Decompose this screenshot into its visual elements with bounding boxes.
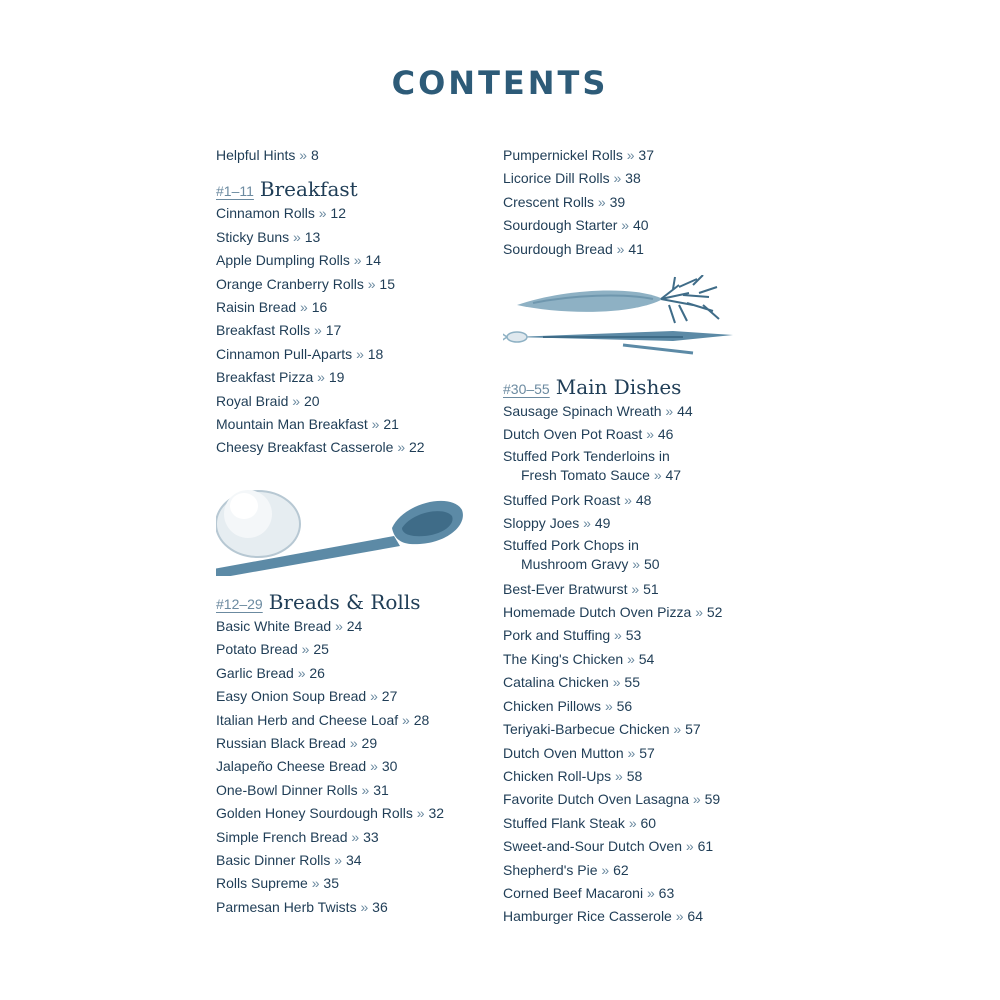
entry-label: Breakfast Rolls xyxy=(216,322,311,339)
entry-page: 57 xyxy=(639,744,655,761)
entry-page: 62 xyxy=(613,861,629,878)
entry-label: Basic Dinner Rolls xyxy=(216,851,331,868)
entry-label: Stuffed Pork Chops in xyxy=(503,536,639,553)
entry-page: 22 xyxy=(409,439,425,456)
entry-label: Raisin Bread xyxy=(216,299,297,316)
entry-page: 52 xyxy=(706,604,723,621)
toc-entry[interactable] xyxy=(216,709,486,732)
separator: » xyxy=(292,392,301,409)
section-title: Breakfast xyxy=(259,177,358,202)
separator: » xyxy=(695,604,703,621)
entry-label: Helpful Hints xyxy=(216,147,296,163)
toc-entry[interactable] xyxy=(216,685,486,708)
toc-entry[interactable] xyxy=(216,849,486,872)
entry-label: Golden Honey Sourdough Rolls xyxy=(216,805,413,822)
section-heading-breakfast xyxy=(216,177,486,201)
toc-entry[interactable] xyxy=(503,882,793,905)
entry-page: 64 xyxy=(687,908,703,925)
entry-page: 31 xyxy=(373,781,389,798)
entry-label: Rolls Supreme xyxy=(216,875,308,892)
entry-label: The King's Chicken xyxy=(503,650,624,667)
entry-label: Catalina Chicken xyxy=(503,674,609,691)
section-range: #30–55 xyxy=(503,381,550,398)
entry-label: Stuffed Flank Steak xyxy=(503,814,625,831)
entry-label: Orange Cranberry Rolls xyxy=(216,275,364,292)
toc-entry[interactable] xyxy=(216,662,486,685)
entry-label: Sticky Buns xyxy=(216,228,290,245)
separator: » xyxy=(356,345,364,362)
entry-label: Favorite Dutch Oven Lasagna xyxy=(503,791,689,808)
separator: » xyxy=(353,252,362,269)
toc-entry[interactable] xyxy=(503,191,793,214)
entry-label: Licorice Dill Rolls xyxy=(503,170,610,187)
toc-entry[interactable] xyxy=(216,436,486,459)
entry-page: 50 xyxy=(643,555,660,572)
entry-label: Apple Dumpling Rolls xyxy=(216,252,350,269)
separator: » xyxy=(653,466,662,483)
page-title: CONTENTS xyxy=(391,64,609,102)
toc-entry[interactable] xyxy=(503,765,793,788)
separator: » xyxy=(621,217,630,234)
separator: » xyxy=(370,688,378,705)
separator: » xyxy=(685,838,694,855)
entry-label: Italian Herb and Cheese Loaf xyxy=(216,711,399,728)
toc-entry[interactable] xyxy=(216,366,486,389)
left-column xyxy=(216,144,486,919)
entry-page: 58 xyxy=(626,767,643,784)
entry-page: 27 xyxy=(381,688,398,705)
entry-page: 16 xyxy=(311,299,328,316)
entry-label-continued: Fresh Tomato Sauce xyxy=(521,466,650,483)
separator: » xyxy=(402,711,410,728)
separator: » xyxy=(361,781,370,798)
entry-page: 17 xyxy=(325,322,342,339)
main-dishes-list xyxy=(503,400,793,929)
entry-page: 14 xyxy=(365,252,381,269)
separator: » xyxy=(628,814,637,831)
entry-label: Simple French Bread xyxy=(216,828,348,845)
entry-label: Garlic Bread xyxy=(216,664,294,681)
separator: » xyxy=(583,515,591,532)
separator: » xyxy=(311,875,320,892)
entry-page: 32 xyxy=(428,805,445,822)
separator: » xyxy=(646,426,654,443)
toc-entry[interactable] xyxy=(216,202,486,225)
toc-entry[interactable] xyxy=(216,802,486,825)
entry-label: Mountain Man Breakfast xyxy=(216,416,368,433)
entry-page: 20 xyxy=(303,392,320,409)
separator: » xyxy=(692,791,701,808)
separator: » xyxy=(632,555,641,572)
entry-page: 21 xyxy=(383,416,399,433)
entry-label-continued: Mushroom Gravy xyxy=(521,555,629,572)
section-title: Breads & Rolls xyxy=(268,589,421,614)
entry-page: 48 xyxy=(635,491,652,508)
entry-continuation xyxy=(503,466,793,485)
toc-entry[interactable] xyxy=(503,447,793,485)
toc-entry[interactable] xyxy=(216,413,486,436)
entry-label: Shepherd's Pie xyxy=(503,861,598,878)
toc-entry[interactable] xyxy=(503,718,793,741)
entry-page: 38 xyxy=(625,170,641,187)
separator: » xyxy=(627,744,636,761)
entry-label: Sourdough Bread xyxy=(503,240,613,257)
entry-page: 63 xyxy=(658,884,675,901)
separator: » xyxy=(673,721,682,738)
toc-entry[interactable] xyxy=(216,226,486,249)
section-title: Main Dishes xyxy=(555,375,682,400)
entry-page: 33 xyxy=(363,828,379,845)
entry-page: 37 xyxy=(638,147,654,163)
breakfast-list xyxy=(216,202,486,459)
separator: » xyxy=(614,627,622,644)
section-range: #1–11 xyxy=(216,183,254,200)
entry-page: 57 xyxy=(685,721,701,738)
separator: » xyxy=(416,805,425,822)
section-heading-main-dishes xyxy=(503,375,793,399)
separator: » xyxy=(613,170,622,187)
entry-label: Jalapeño Cheese Bread xyxy=(216,758,367,775)
entry-page: 35 xyxy=(323,875,339,892)
entry-page: 28 xyxy=(413,711,430,728)
entry-label: Stuffed Pork Tenderloins in xyxy=(503,447,670,464)
separator: » xyxy=(371,416,380,433)
toc-entry[interactable] xyxy=(503,167,793,190)
breads-list xyxy=(216,615,486,919)
entry-page: 19 xyxy=(328,369,345,386)
entry-label: Crescent Rolls xyxy=(503,193,595,210)
toc-entry[interactable] xyxy=(503,238,793,261)
entry-label: Dutch Oven Pot Roast xyxy=(503,426,643,443)
entry-page: 29 xyxy=(361,734,378,751)
toc-entry[interactable] xyxy=(503,905,793,928)
toc-entry[interactable] xyxy=(216,296,486,319)
entry-page: 34 xyxy=(345,851,362,868)
separator: » xyxy=(604,697,613,714)
separator: » xyxy=(293,228,301,245)
separator: » xyxy=(665,403,674,420)
carrot-and-scallion-illustration xyxy=(503,275,793,361)
toc-entry[interactable] xyxy=(503,742,793,765)
toc-entry[interactable] xyxy=(216,319,486,342)
toc-entry[interactable] xyxy=(503,144,793,167)
separator: » xyxy=(601,861,610,878)
toc-entry[interactable] xyxy=(503,512,793,535)
entry-label: Sausage Spinach Wreath xyxy=(503,403,662,420)
entry-label: Parmesan Herb Twists xyxy=(216,898,357,915)
separator: » xyxy=(631,580,640,597)
separator: » xyxy=(675,908,684,925)
entry-label: Teriyaki-Barbecue Chicken xyxy=(503,721,670,738)
entry-label: Royal Braid xyxy=(216,392,289,409)
separator: » xyxy=(397,439,406,456)
entry-page: 40 xyxy=(632,217,649,234)
separator: » xyxy=(300,299,308,316)
spoon-and-bowl-illustration xyxy=(216,476,486,576)
toc-entry[interactable] xyxy=(503,812,793,835)
separator: » xyxy=(646,884,655,901)
separator: » xyxy=(299,147,308,163)
entry-label: Dutch Oven Mutton xyxy=(503,744,624,761)
toc-entry[interactable] xyxy=(216,826,486,849)
entry-page: 49 xyxy=(594,515,611,532)
toc-entry[interactable] xyxy=(503,400,793,423)
toc-entry[interactable] xyxy=(216,615,486,638)
toc-entry[interactable] xyxy=(216,732,486,755)
separator: » xyxy=(349,734,358,751)
entry-page: 30 xyxy=(381,758,398,775)
toc-entry[interactable] xyxy=(216,390,486,413)
toc-entry[interactable] xyxy=(503,489,793,512)
toc-entry-helpful-hints[interactable] xyxy=(216,144,486,167)
entry-label: Cinnamon Rolls xyxy=(216,205,315,222)
toc-entry[interactable] xyxy=(503,648,793,671)
entry-page: 47 xyxy=(665,466,682,483)
separator: » xyxy=(317,369,325,386)
entry-page: 46 xyxy=(657,426,674,443)
entry-page: 26 xyxy=(309,664,325,681)
toc-entry[interactable] xyxy=(503,214,793,237)
separator: » xyxy=(318,205,327,222)
toc-entry[interactable] xyxy=(216,249,486,272)
separator: » xyxy=(627,650,635,667)
entry-page: 13 xyxy=(304,228,321,245)
entry-page: 8 xyxy=(310,147,319,163)
section-heading-breads xyxy=(216,590,486,614)
separator: » xyxy=(370,758,378,775)
entry-label: Potato Bread xyxy=(216,641,298,658)
entry-page: 51 xyxy=(643,580,659,597)
section-range: #12–29 xyxy=(216,595,263,612)
entry-label: Hamburger Rice Casserole xyxy=(503,908,672,925)
entry-label: Chicken Roll-Ups xyxy=(503,767,612,784)
entry-page: 61 xyxy=(697,838,714,855)
entry-page: 15 xyxy=(379,275,395,292)
entry-label: Sweet-and-Sour Dutch Oven xyxy=(503,838,682,855)
separator: » xyxy=(616,240,625,257)
separator: » xyxy=(367,275,376,292)
entry-label: Homemade Dutch Oven Pizza xyxy=(503,604,692,621)
entry-label: Russian Black Bread xyxy=(216,734,346,751)
separator: » xyxy=(624,491,632,508)
entry-label: Breakfast Pizza xyxy=(216,369,314,386)
entry-label: Corned Beef Macaroni xyxy=(503,884,644,901)
separator: » xyxy=(612,674,621,691)
entry-page: 53 xyxy=(625,627,642,644)
separator: » xyxy=(334,851,343,868)
entry-page: 36 xyxy=(372,898,388,915)
entry-label: Sloppy Joes xyxy=(503,515,580,532)
entry-page: 55 xyxy=(624,674,640,691)
separator: » xyxy=(314,322,322,339)
right-column xyxy=(503,144,793,929)
entry-label: Chicken Pillows xyxy=(503,697,602,714)
toc-entry[interactable] xyxy=(503,835,793,858)
entry-label: Sourdough Starter xyxy=(503,217,618,234)
toc-entry[interactable] xyxy=(216,273,486,296)
separator: » xyxy=(301,641,310,658)
entry-label: Pumpernickel Rolls xyxy=(503,147,623,163)
entry-page: 56 xyxy=(616,697,633,714)
separator: » xyxy=(615,767,623,784)
entry-page: 60 xyxy=(640,814,657,831)
separator: » xyxy=(297,664,306,681)
separator: » xyxy=(351,828,360,845)
breads-continued-list xyxy=(503,144,793,261)
entry-label: Cinnamon Pull-Aparts xyxy=(216,345,353,362)
entry-continuation xyxy=(503,555,793,574)
toc-entry[interactable] xyxy=(216,638,486,661)
entry-page: 18 xyxy=(367,345,384,362)
separator: » xyxy=(335,617,343,634)
entry-label: Best-Ever Bratwurst xyxy=(503,580,628,597)
toc-entry[interactable] xyxy=(503,695,793,718)
toc-entry[interactable] xyxy=(503,671,793,694)
entry-label: Easy Onion Soup Bread xyxy=(216,688,367,705)
entry-page: 24 xyxy=(346,617,363,634)
entry-label: One-Bowl Dinner Rolls xyxy=(216,781,358,798)
separator: » xyxy=(360,898,369,915)
entry-page: 39 xyxy=(609,193,626,210)
toc-entry[interactable] xyxy=(503,624,793,647)
entry-page: 12 xyxy=(330,205,346,222)
toc-entry[interactable] xyxy=(503,859,793,882)
toc-entry[interactable] xyxy=(503,536,793,574)
toc-entry[interactable] xyxy=(216,872,486,895)
entry-label: Basic White Bread xyxy=(216,617,332,634)
toc-entry[interactable] xyxy=(503,601,793,624)
toc-entry[interactable] xyxy=(503,578,793,601)
entry-page: 25 xyxy=(313,641,329,658)
toc-entry[interactable] xyxy=(216,343,486,366)
toc-entry[interactable] xyxy=(216,896,486,919)
entry-label: Pork and Stuffing xyxy=(503,627,611,644)
entry-page: 54 xyxy=(638,650,655,667)
entry-page: 41 xyxy=(628,240,644,257)
toc-entry[interactable] xyxy=(216,779,486,802)
separator: » xyxy=(597,193,606,210)
entry-label: Cheesy Breakfast Casserole xyxy=(216,439,394,456)
entry-page: 44 xyxy=(677,403,693,420)
entry-label: Stuffed Pork Roast xyxy=(503,491,621,508)
toc-entry[interactable] xyxy=(503,788,793,811)
toc-entry[interactable] xyxy=(216,755,486,778)
entry-page: 59 xyxy=(704,791,721,808)
toc-entry[interactable] xyxy=(503,423,793,446)
separator: » xyxy=(626,147,635,163)
